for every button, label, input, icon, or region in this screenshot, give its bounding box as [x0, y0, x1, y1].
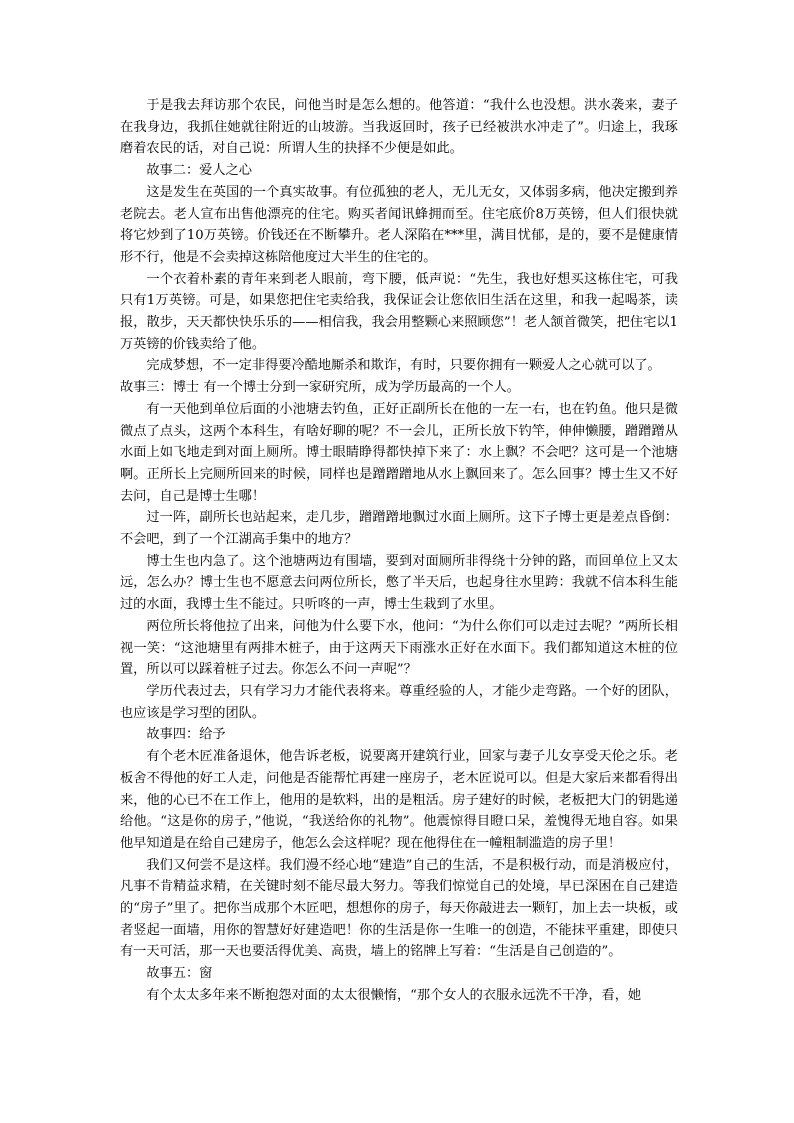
paragraph: 一个衣着朴素的青年来到老人眼前，弯下腰，低声说：“先生，我也好想买这栋住宅，可我只有1万英镑。可是，如果您把住宅卖给我，我保证会让您依旧生活在这里，和我一起喝茶，读报，散步，天天都快快乐乐的——相信我，我会用整颗心来照顾您”！老人颔首微笑，把住宅以1万英镑的价钱卖给了他。	[120, 271, 678, 352]
section-heading: 故事五：窗	[146, 966, 213, 982]
paragraph: 这是发生在英国的一个真实故事。有位孤独的老人，无儿无女，又体弱多病，他决定搬到养老院去。老人宣布出售他漂亮的住宅。购买者闻讯蜂拥而至。住宅底价8万英镑，但人们很快就将它炒到了10万英镑。价钱还在不断攀升。老人深陷在***里，满目忧郁，是的，要不是健康情形不行，他是不会卖掉这栋陪他度过大半生的住宅的。	[120, 184, 678, 265]
paragraph: 有一天他到单位后面的小池塘去钓鱼，正好正副所长在他的一左一右，也在钓鱼。他只是微微点了点头，这两个本科生，有啥好聊的呢？不一会儿，正所长放下钓竿，伸伸懒腰，蹭蹭蹭从水面上如飞地走到对面上厕所。博士眼睛睁得都快掉下来了：水上飘？不会吧？这可是一个池塘啊。正所长上完厕所回来的时候，同样也是蹭蹭蹭地从水上飘回来了。怎么回事？博士生又不好去问，自己是博士生哪！	[120, 401, 678, 504]
paragraph: 有个太太多年来不断抱怨对面的太太很懒惰，“那个女人的衣服永远洗不干净，看，她	[146, 987, 642, 1003]
paragraph: 两位所长将他拉了出来，问他为什么要下水，他问：“为什么你们可以走过去呢？”两所长相视一笑：“这池塘里有两排木桩子，由于这两天下雨涨水正好在水面下。我们都知道这木桩的位置，所以可以踩着桩子过去。你怎么不问一声呢”？	[120, 618, 678, 678]
paragraph: 完成梦想，不一定非得要冷酷地厮杀和欺诈，有时，只要你拥有一颗爱人之心就可以了。	[146, 358, 661, 374]
paragraph: 有个老木匠准备退休，他告诉老板，说要离开建筑行业，回家与妻子儿女享受天伦之乐。老板舍不得他的好工人走，问他是否能帮忙再建一座房子，老木匠说可以。但是大家后来都看得出来，他的心已不在工作上，他用的是软料，出的是粗活。房子建好的时候，老板把大门的钥匙递给他。“这是你的房子，”他说，“我送给你的礼物”。他震惊得目瞪口呆，羞愧得无地自容。如果他早知道是在给自己建房子，他怎么会这样呢？现在他得住在一幢粗制滥造的房子里！	[120, 749, 678, 851]
section-heading: 故事二：爱人之心	[146, 163, 252, 179]
section-heading: 故事三：博士 有一个博士分到一家研究所，成为学历最高的一个人。	[120, 380, 520, 396]
paragraph: 过一阵，副所长也站起来，走几步，蹭蹭蹭地飘过水面上厕所。这下子博士更是差点昏倒：不会吧，到了一个江湖高手集中的地方？	[120, 510, 678, 548]
paragraph: 于是我去拜访那个农民，问他当时是怎么想的。他答道：“我什么也没想。洪水袭来，妻子在我身边，我抓住她就往附近的山坡游。当我返回时，孩子已经被洪水冲走了”。归途上，我琢磨着农民的话，对自己说：所谓人生的抉择不少便是如此。	[120, 98, 678, 157]
document-body	[120, 95, 678, 1007]
paragraph: 我们又何尝不是这样。我们漫不经心地“建造”自己的生活，不是积极行动，而是消极应付，凡事不肯精益求精，在关键时刻不能尽最大努力。等我们惊觉自己的处境，早已深困在自己建造的“房子”里了。把你当成那个木匠吧，想想你的房子，每天你敲进去一颗钉，加上去一块板，或者竖起一面墙，用你的智慧好好建造吧！你的生活是你一生唯一的创造，不能抹平重建，即使只有一天可活，那一天也要活得优美、高贵，墙上的铭牌上写着：“生活是自己创造的”。	[120, 857, 678, 960]
section-heading: 故事四：给予	[146, 727, 226, 743]
paragraph: 博士生也内急了。这个池塘两边有围墙，要到对面厕所非得绕十分钟的路，而回单位上又太远，怎么办？博士生也不愿意去问两位所长，憋了半天后，也起身往水里跨：我就不信本科生能过的水面，我博士生不能过。只听咚的一声，博士生栽到了水里。	[120, 553, 678, 613]
paragraph: 学历代表过去，只有学习力才能代表将来。尊重经验的人，才能少走弯路。一个好的团队，也应该是学习型的团队。	[120, 683, 678, 721]
